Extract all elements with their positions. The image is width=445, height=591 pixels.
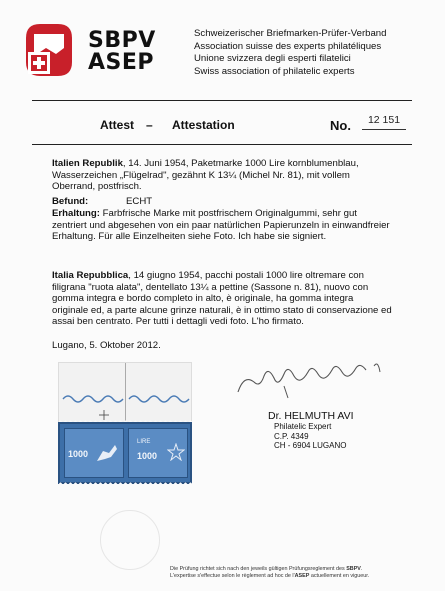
selvage-ornament bbox=[59, 363, 191, 423]
erhaltung-text: Farbfrische Marke mit postfrischem Originalgummi, sehr gut zentriert und abgesehen von ein paar natürlichen Papierunzeln in einwandfreier Erhaltung. Für alle Einzelheiten siehe Foto. Ich habe sie signiert. bbox=[52, 208, 390, 243]
attest-divider bbox=[32, 144, 412, 145]
attestation-label: Attestation bbox=[172, 118, 235, 132]
signer-block bbox=[268, 410, 398, 451]
pegasus-icon bbox=[93, 439, 121, 467]
stamp-lire-label: LIRE bbox=[137, 439, 151, 445]
footer-de-text: Die Prüfung richtet sich nach den jeweils gültigen Prüfungsreglement des bbox=[170, 566, 347, 572]
country-it: Italia Repubblica bbox=[52, 270, 129, 281]
attest-dash: – bbox=[146, 118, 153, 132]
stamp-selvage bbox=[58, 362, 192, 424]
signer-title: Philatelic Expert bbox=[274, 422, 332, 431]
number-label: No. bbox=[330, 118, 351, 133]
org-line-it: Unione svizzera degli esperti filatelici bbox=[194, 53, 351, 64]
header-divider bbox=[32, 100, 412, 101]
erhaltung-label: Erhaltung: bbox=[52, 208, 100, 219]
organization-names bbox=[194, 28, 434, 78]
stamp-right-half bbox=[128, 428, 188, 478]
logo-wordmark bbox=[88, 30, 184, 74]
description-de-text: , 14. Juni 1954, Paketmarke 1000 Lire kornblumenblau, Wasserzeichen „Flügelrad", gezähnt K 13¼ (Michel Nr. 81), mit vollem Oberrand, postfrisch. bbox=[52, 158, 359, 193]
org-line-de: Schweizerischer Briefmarken-Prüfer-Verband bbox=[194, 28, 387, 39]
embossed-seal bbox=[100, 510, 160, 570]
signer-po-box: C.P. 4349 bbox=[274, 431, 309, 441]
country-de: Italien Republik bbox=[52, 158, 123, 169]
description-it-text: , 14 giugno 1954, pacchi postali 1000 lire oltremare con filigrana "ruota alata", dentellato 13¼ a pettine (Sassone n. 81), nuovo con gomma integra e bordo completo in alto, è originale, ha gomma integra originale ed, a parte alcune grinze naturali, è in ottimo stato di conservazione ed assai ben centrato. Per tutti i dettagli vedi foto. L'ho firmato. bbox=[52, 270, 392, 328]
org-line-fr: Association suisse des experts philatéliques bbox=[194, 40, 382, 52]
attest-label: Attest bbox=[100, 118, 135, 132]
signer-name: Dr. HELMUTH AVI bbox=[268, 410, 354, 422]
sbpv-logo-icon bbox=[20, 18, 78, 80]
footer-fr-end: actuellement en vigueur. bbox=[309, 573, 370, 579]
stamp-pair bbox=[58, 422, 192, 484]
befund-row bbox=[52, 196, 392, 208]
footer-note bbox=[170, 566, 430, 580]
stamp-left-value: 1000 bbox=[68, 449, 89, 459]
description-it bbox=[52, 270, 392, 328]
footer-line-de bbox=[170, 566, 430, 573]
stamp-right-value: 1000 bbox=[137, 451, 158, 461]
certificate-number: 12 151 bbox=[362, 114, 406, 130]
description-de bbox=[52, 158, 392, 193]
stamp-image bbox=[58, 362, 192, 496]
erhaltung-row bbox=[52, 208, 392, 243]
org-line-en: Swiss association of philatelic experts bbox=[194, 65, 355, 77]
logo-sbpv: SBPV bbox=[88, 28, 156, 53]
footer-line-fr bbox=[170, 573, 430, 580]
stamp-perforation-bottom bbox=[58, 482, 192, 486]
place-date: Lugano, 5. Oktober 2012. bbox=[52, 340, 161, 351]
footer-de-bold: SBPV bbox=[346, 566, 361, 572]
logo-asep: ASEP bbox=[88, 50, 155, 75]
star-icon bbox=[167, 443, 185, 461]
footer-de-end: . bbox=[360, 566, 363, 572]
footer-fr-text: L'expertise s'effectue selon le règlement ad hoc de l' bbox=[170, 573, 295, 579]
stamp-left-half bbox=[64, 428, 124, 478]
handwritten-signature bbox=[224, 352, 394, 404]
befund-label: Befund: bbox=[52, 196, 89, 207]
befund-value: ECHT bbox=[126, 196, 153, 207]
footer-fr-bold: ASEP bbox=[294, 573, 310, 579]
signer-address: CH - 6904 LUGANO bbox=[274, 441, 347, 450]
